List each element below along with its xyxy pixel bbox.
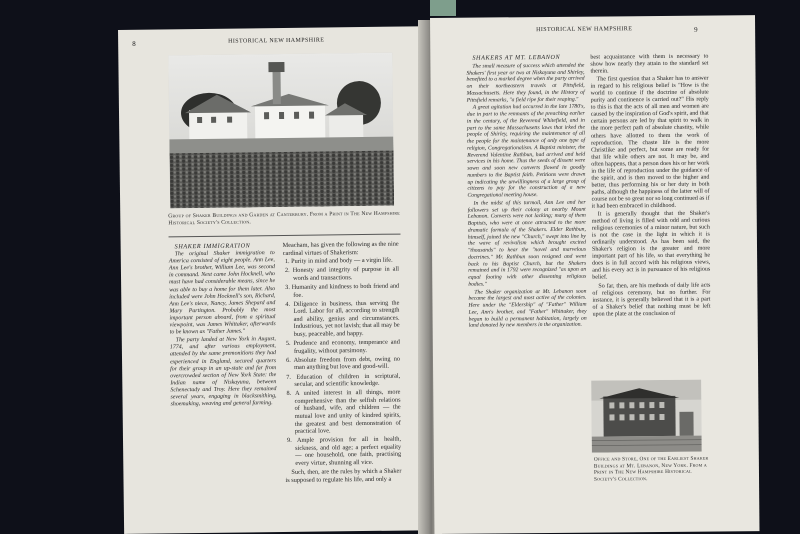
virtue-item: 5. Prudence and economy, temperance and frugality, without parsimony.: [285, 338, 400, 355]
right-running-head: HISTORICAL NEW HAMPSHIRE: [536, 26, 633, 34]
virtue-item: 2. Honesty and integrity of purpose in all words and transactions.: [284, 265, 399, 282]
caption-rule: [169, 234, 401, 238]
paragraph: The small measure of success which attended the Shakers' first year or two at Niskayuna and Shirley, benefited to a marked degree when the party arrived on their northeastern travels at Pittsfield, Massachusetts. Here they found, in the History of Pittsfield remarks, "a field ripe for their reaping.": [466, 62, 585, 104]
virtue-item: 3. Humanity and kindness to both friend and foe.: [285, 282, 400, 299]
right-column-2: [590, 54, 710, 320]
paragraph: Meacham, has given the following as the nine cardinal virtues of Shakerism:: [282, 240, 399, 257]
virtue-item: 6. Absolute freedom from debt, owing no man anything but love and good-will.: [286, 355, 401, 372]
paragraph: The Shaker organization at Mt. Lebanon soon became the largest and most active of the colonies. Here under the "Eldership" of "Father" William Lee, Ann's brother, and "Father" Whittaker, they began to build a permanent habitation, largely on land donated by new members in the organization.: [468, 288, 587, 329]
right-column-1: [466, 55, 586, 331]
left-column-1: [169, 242, 277, 409]
paragraph: Such, then, are the rules by which a Shaker is supposed to regulate his life, and only a: [285, 467, 402, 484]
virtue-item: 1. Purity in mind and body — a virgin life.: [284, 256, 393, 266]
left-page: [118, 26, 432, 534]
virtue-item: 7. Education of children in scriptural, secular, and scientific knowledge.: [286, 372, 401, 388]
section-title-mt-lebanon: SHAKERS AT MT. LEBANON: [472, 53, 561, 62]
engraving-caption: Office and Store, One of the Earliest Shaker Buildings at Mt. Lebanon, New York. From a Print in The New Hampshire Historical Society's Collection.: [593, 455, 709, 483]
left-column-2: [283, 241, 402, 486]
virtue-item: 8. A united interest in all things, more comprehensive than the selfish relations of husband, wife, and children — the mutual love and unity of kindred spirits, the greatest and best demonstration of practical love.: [286, 388, 401, 436]
paragraph: The first question that a Shaker has to answer in regard to his religious belief is "How is the world to continue if the doctrine of absolute purity and continence is carried out?" His reply to this is that the acts of all men and women are caused by the inspiration of God's spirit, and that certain persons are led by that spirit to walk in the more perfect path of absolute chastity, while others have allotted to them the work of reproduction. The chaste life is the more Christlike and perfect, but some are ready for that life while others are not. It may be, and often happens, that a person does his or her work in the life of reproduction under the guidance of the spirit, and is then moved to the higher and better, thus performing his or her duty in both paths, although the happiness of the latter will of course not be so great nor so long continued as if it had been embraced in childhood.: [590, 75, 710, 210]
paragraph: The original Shaker immigration to America consisted of eight people. Ann Lee, Ann Lee's brother, William Lee, was second in command. Next came John Hocknell, who must have had considerable means, since he was able to buy a home for them later. Also included were John Hocknell's son, Richard, Ann Lee's niece, Nancy, James Shepard and Mary Partington. Probably the most important person aboard, from a spiritual viewpoint, was James Whittaker, afterwards to be known as "Father James.": [168, 250, 276, 336]
left-page-number: 8: [132, 39, 136, 48]
paragraph: A great agitation had occurred in the late 1780's, due in part to the remnants of the preaching earlier in the century, of the Reverend Whitefield, and in part to the same Massachusetts laws that irked the people of Shirley, requiring the maintenance of all the people for the maintenance of only one type of religion, Congregationalism. A Baptist minister, the Reverend Valentine Rathbun, had arrived and held services in his home. Thus the seeds of dissent were sown and soon new converts flowed in goodly numbers to the Baptist faith. Petitions were drawn up indicating the unwillingness of a large group of citizens to pay for the construction of a new Congregational meeting house.: [466, 103, 586, 199]
shaker-buildings-photo: [168, 53, 394, 209]
virtue-item: 9. Ample provision for all in health, sickness, and old age; a perfect equality — one household, one faith, practising every virtue, shunning all vice.: [286, 435, 402, 467]
left-running-head: HISTORICAL NEW HAMPSHIRE: [228, 37, 325, 45]
office-and-store-engraving: [591, 380, 702, 453]
paragraph: It is generally thought that the Shaker's method of living is filled with odd and curious religious ceremonies of a minor nature, but such is not the case in the light in which it is ordinarily understood. As has been said, the Shaker's religion is the greater and more important part of his life, so that everything he does is in full accord with his religious views, and his every act is in pursuance of his religious belief.: [591, 210, 711, 282]
right-page-number: 9: [694, 25, 698, 34]
bookmark-tab: [430, 0, 456, 16]
virtue-item: 4. Diligence in business, thus serving the Lord. Labor for all, according to strength and ability, genius and circumstances. Industrious, yet not lavish; that all may be busy, peaceable, and happy.: [285, 299, 400, 338]
paragraph: best acquaintance with them is necessary to show how nearly they attain to the standard set therein.: [590, 53, 709, 75]
right-page: [430, 15, 759, 534]
section-title-shaker-immigration: SHAKER IMMIGRATION: [174, 242, 251, 251]
paragraph: The party landed at New York in August, 1774, and after various employment, attended by the same premonitions they had experienced in England, secured quarters for their group in an up-state and far from overcrowded section of New York State: the Indian name of Niskayuna, between Schenectady and Troy. Here they remained several years, engaging in blacksmithing, shoemaking, weaving and general farming.: [169, 336, 277, 408]
paragraph: In the midst of this turmoil, Ann Lee and her followers set up their colony at nearby Mount Lebanon. Converts were not lacking; many of them Baptists, who were at once attracted to the more dramatic formula of the Shakers. Elder Rathbun, himself, joined the new "Church," swept into line by the wave of revivalism which brought excited "thousands" to hear the "novel and marvelous doctrines." Mr. Rathbun soon resigned and went back to his Baptist Church, but the Shakers remained and in 1792 were recognized "as upon an equal footing with other dissenting religious bodies.": [467, 199, 587, 288]
engraving-illustration: [591, 380, 702, 453]
photo-caption: Group of Shaker Buildings and Garden at Canterbury. From a Print in The New Hampshire Historical Society's Collection.: [168, 210, 400, 227]
paragraph: So far, then, are his methods of daily life acts of religious ceremony, but no further. For instance, it is generally believed that it is a part of a Shaker's belief that nothing must be left upon the plate at the conclusion of: [592, 282, 711, 318]
photo-illustration: [168, 53, 394, 209]
